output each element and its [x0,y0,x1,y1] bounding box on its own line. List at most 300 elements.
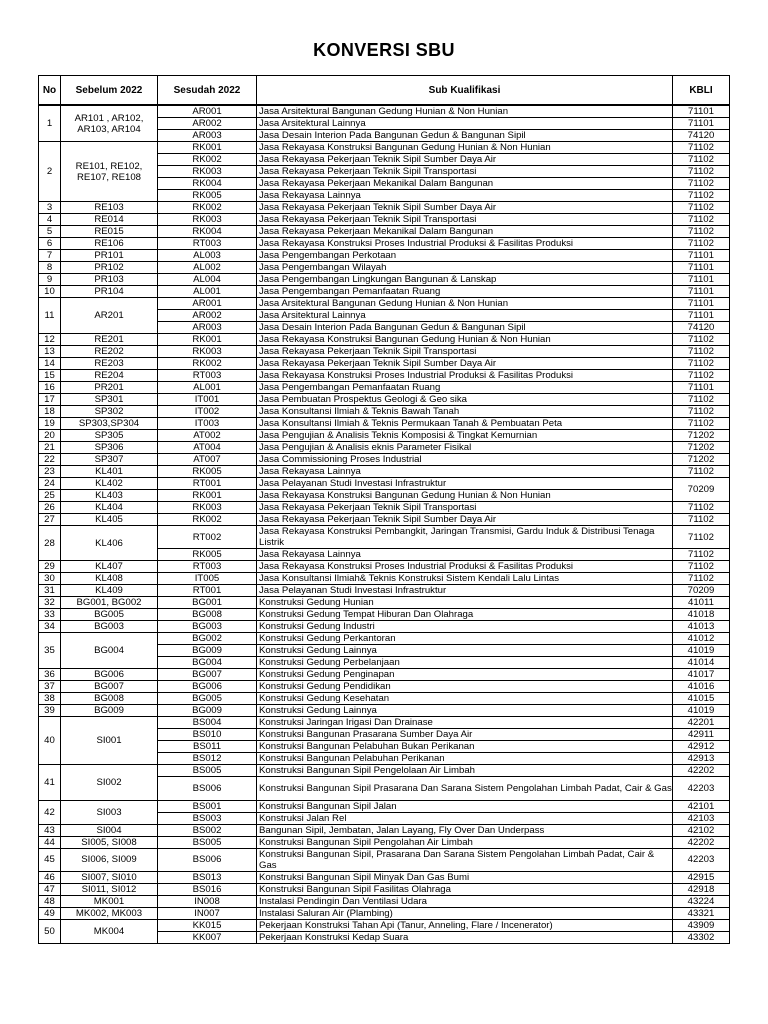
kbli-code: 42912 [673,741,730,753]
table-row [39,717,730,729]
kbli-code: 43302 [673,931,730,943]
row-number: 13 [39,346,61,358]
code-before-2022: PR104 [61,286,158,298]
table-row [39,514,730,526]
row-number: 33 [39,609,61,621]
code-after-2022: IT002 [158,406,257,418]
sub-kualifikasi: Jasa Pengembangan Perkotaan [257,250,673,262]
code-after-2022: BG009 [158,645,257,657]
sub-kualifikasi: Jasa Rekayasa Lainnya [257,549,673,561]
code-before-2022: BG005 [61,609,158,621]
code-before-2022: SI005, SI008 [61,836,158,848]
table-row [39,358,730,370]
kbli-code: 41017 [673,669,730,681]
table-row [39,836,730,848]
code-after-2022: RK005 [158,549,257,561]
code-after-2022: RK002 [158,202,257,214]
table-row [39,430,730,442]
table-row [39,382,730,394]
sub-kualifikasi: Konstruksi Gedung Hunian [257,597,673,609]
kbli-code: 71202 [673,430,730,442]
row-number: 23 [39,466,61,478]
code-after-2022: RK001 [158,334,257,346]
table-row [39,871,730,883]
kbli-code: 41019 [673,705,730,717]
sub-kualifikasi: Jasa Rekayasa Pekerjaan Teknik Sipil Transportasi [257,166,673,178]
header-after: Sesudah 2022 [158,76,257,106]
code-before-2022: RE103 [61,202,158,214]
code-before-2022: BG007 [61,681,158,693]
kbli-code: 71101 [673,250,730,262]
kbli-code: 70209 [673,478,730,502]
table-row [39,561,730,573]
sub-kualifikasi: Jasa Rekayasa Pekerjaan Mekanikal Dalam Bangunan [257,178,673,190]
code-before-2022: SP302 [61,406,158,418]
code-before-2022: RE201 [61,334,158,346]
row-number: 38 [39,693,61,705]
row-number: 36 [39,669,61,681]
row-number: 15 [39,370,61,382]
kbli-code: 41014 [673,657,730,669]
sub-kualifikasi: Konstruksi Gedung Industri [257,621,673,633]
row-number: 27 [39,514,61,526]
row-number: 12 [39,334,61,346]
row-number: 35 [39,633,61,669]
code-after-2022: AR001 [158,298,257,310]
table-row [39,298,730,310]
kbli-code: 71102 [673,178,730,190]
table-row [39,490,730,502]
code-before-2022: SI006, SI009 [61,848,158,871]
table-row [39,226,730,238]
code-after-2022: AL004 [158,274,257,286]
kbli-code: 42202 [673,765,730,777]
sub-kualifikasi: Konstruksi Gedung Lainnya [257,645,673,657]
code-before-2022: SP306 [61,442,158,454]
kbli-code: 43321 [673,907,730,919]
kbli-code: 42913 [673,753,730,765]
row-number: 34 [39,621,61,633]
code-before-2022: SI002 [61,765,158,800]
kbli-code: 41013 [673,621,730,633]
row-number: 4 [39,214,61,226]
row-number: 17 [39,394,61,406]
sub-kualifikasi: Konstruksi Bangunan Sipil Minyak Dan Gas Bumi [257,871,673,883]
row-number: 21 [39,442,61,454]
sub-kualifikasi: Konstruksi Bangunan Sipil Fasilitas Olahraga [257,883,673,895]
table-row [39,848,730,871]
code-after-2022: BS013 [158,871,257,883]
kbli-code: 41019 [673,645,730,657]
code-before-2022: KL404 [61,502,158,514]
sub-kualifikasi: Instalasi Pendingin Dan Ventilasi Udara [257,895,673,907]
code-before-2022: SI007, SI010 [61,871,158,883]
code-after-2022: BS006 [158,777,257,800]
kbli-code: 71101 [673,286,730,298]
code-after-2022: RK004 [158,226,257,238]
sub-kualifikasi: Jasa Rekayasa Lainnya [257,466,673,478]
table-row [39,705,730,717]
kbli-code: 71202 [673,454,730,466]
code-before-2022: SP301 [61,394,158,406]
sub-kualifikasi: Jasa Rekayasa Konstruksi Bangunan Gedung Hunian & Non Hunian [257,490,673,502]
sub-kualifikasi: Konstruksi Gedung Perbelanjaan [257,657,673,669]
sub-kualifikasi: Jasa Rekayasa Pekerjaan Teknik Sipil Sumber Daya Air [257,514,673,526]
code-before-2022: BG004 [61,633,158,669]
kbli-code: 70209 [673,585,730,597]
row-number: 46 [39,871,61,883]
sub-kualifikasi: Jasa Pelayanan Studi Investasi Infrastruktur [257,478,673,490]
row-number: 1 [39,105,61,142]
kbli-code: 71101 [673,262,730,274]
code-before-2022: KL403 [61,490,158,502]
sub-kualifikasi: Jasa Arsitektural Lainnya [257,118,673,130]
kbli-code: 71102 [673,142,730,154]
row-number: 26 [39,502,61,514]
sub-kualifikasi: Konstruksi Bangunan Sipil Pengolahan Air Limbah [257,836,673,848]
kbli-code: 71102 [673,154,730,166]
kbli-code: 71102 [673,526,730,549]
code-after-2022: RK005 [158,466,257,478]
sub-kualifikasi: Jasa Pengembangan Lingkungan Bangunan & Lanskap [257,274,673,286]
table-row [39,502,730,514]
kbli-code: 71102 [673,418,730,430]
sub-kualifikasi: Konstruksi Bangunan Pelabuhan Bukan Perikanan [257,741,673,753]
code-after-2022: AR002 [158,118,257,130]
row-number: 25 [39,490,61,502]
table-row [39,454,730,466]
kbli-code: 71101 [673,274,730,286]
table-row [39,800,730,812]
table-row [39,334,730,346]
code-after-2022: BS012 [158,753,257,765]
table-row [39,346,730,358]
table-row [39,573,730,585]
code-before-2022: SP303,SP304 [61,418,158,430]
code-after-2022: BS005 [158,765,257,777]
row-number: 31 [39,585,61,597]
code-before-2022: RE202 [61,346,158,358]
kbli-code: 71102 [673,334,730,346]
sub-kualifikasi: Jasa Rekayasa Konstruksi Bangunan Gedung Hunian & Non Hunian [257,334,673,346]
code-after-2022: RK003 [158,346,257,358]
sub-kualifikasi: Konstruksi Gedung Penginapan [257,669,673,681]
sub-kualifikasi: Konstruksi Bangunan Sipil Pengelolaan Air Limbah [257,765,673,777]
code-after-2022: BS006 [158,848,257,871]
row-number: 11 [39,298,61,334]
table-row [39,597,730,609]
code-after-2022: AL001 [158,382,257,394]
kbli-code: 71202 [673,442,730,454]
code-before-2022: KL405 [61,514,158,526]
sub-kualifikasi: Jasa Konsultansi Ilmiah& Teknis Konstruksi Sistem Kendali Lalu Lintas [257,573,673,585]
table-row [39,478,730,490]
code-before-2022: BG006 [61,669,158,681]
sub-kualifikasi: Jasa Commissioning Proses Industrial [257,454,673,466]
row-number: 45 [39,848,61,871]
row-number: 18 [39,406,61,418]
code-after-2022: BG003 [158,621,257,633]
table-row [39,418,730,430]
kbli-code: 71102 [673,346,730,358]
code-before-2022: KL402 [61,478,158,490]
table-row [39,370,730,382]
sub-kualifikasi: Jasa Rekayasa Konstruksi Proses Industrial Produksi & Fasilitas Produksi [257,238,673,250]
row-number: 30 [39,573,61,585]
code-before-2022: BG003 [61,621,158,633]
kbli-code: 71102 [673,238,730,250]
kbli-code: 71101 [673,382,730,394]
code-after-2022: RT003 [158,561,257,573]
sub-kualifikasi: Konstruksi Gedung Lainnya [257,705,673,717]
code-after-2022: AL003 [158,250,257,262]
sub-kualifikasi: Jasa Pelayanan Studi Investasi Infrastruktur [257,585,673,597]
code-before-2022: BG008 [61,693,158,705]
code-after-2022: BS011 [158,741,257,753]
code-before-2022: KL408 [61,573,158,585]
code-after-2022: RT001 [158,478,257,490]
sub-kualifikasi: Jasa Rekayasa Pekerjaan Teknik Sipil Sumber Daya Air [257,154,673,166]
code-after-2022: IT003 [158,418,257,430]
kbli-code: 71102 [673,202,730,214]
code-after-2022: AR002 [158,310,257,322]
row-number: 39 [39,705,61,717]
header-before: Sebelum 2022 [61,76,158,106]
sub-kualifikasi: Jasa Pengembangan Pemanfaatan Ruang [257,382,673,394]
sub-kualifikasi: Jasa Rekayasa Konstruksi Proses Industrial Produksi & Fasilitas Produksi [257,561,673,573]
kbli-code: 71102 [673,166,730,178]
kbli-code: 42202 [673,836,730,848]
code-after-2022: IT001 [158,394,257,406]
code-before-2022: PR101 [61,250,158,262]
table-row [39,526,730,549]
table-row [39,765,730,777]
code-before-2022: AR101 , AR102, AR103, AR104 [61,105,158,142]
code-after-2022: RK002 [158,154,257,166]
kbli-code: 43224 [673,895,730,907]
table-row [39,585,730,597]
row-number: 41 [39,765,61,800]
code-after-2022: BS002 [158,824,257,836]
sub-kualifikasi: Jasa Rekayasa Lainnya [257,190,673,202]
table-row [39,105,730,118]
sub-kualifikasi: Jasa Rekayasa Pekerjaan Teknik Sipil Transportasi [257,502,673,514]
sub-kualifikasi: Jasa Rekayasa Pekerjaan Teknik Sipil Transportasi [257,346,673,358]
sub-kualifikasi: Jasa Konsultansi Ilmiah & Teknis Bawah Tanah [257,406,673,418]
row-number: 42 [39,800,61,824]
sub-kualifikasi: Jasa Rekayasa Konstruksi Bangunan Gedung Hunian & Non Hunian [257,142,673,154]
sub-kualifikasi: Konstruksi Jaringan Irigasi Dan Drainase [257,717,673,729]
row-number: 10 [39,286,61,298]
code-after-2022: BG005 [158,693,257,705]
code-after-2022: IN007 [158,907,257,919]
sub-kualifikasi: Jasa Arsitektural Lainnya [257,310,673,322]
kbli-code: 42911 [673,729,730,741]
sub-kualifikasi: Jasa Pembuatan Prospektus Geologi & Geo sika [257,394,673,406]
code-before-2022: RE106 [61,238,158,250]
code-after-2022: IT005 [158,573,257,585]
sub-kualifikasi: Jasa Arsitektural Bangunan Gedung Hunian & Non Hunian [257,298,673,310]
kbli-code: 71102 [673,561,730,573]
code-before-2022: SP305 [61,430,158,442]
code-after-2022: AL002 [158,262,257,274]
row-number: 16 [39,382,61,394]
row-number: 2 [39,142,61,202]
code-before-2022: MK001 [61,895,158,907]
row-number: 48 [39,895,61,907]
row-number: 9 [39,274,61,286]
kbli-code: 71102 [673,573,730,585]
table-body [39,105,730,943]
code-before-2022: AR201 [61,298,158,334]
row-number: 32 [39,597,61,609]
table-header-row [39,76,730,106]
code-before-2022: KL406 [61,526,158,561]
kbli-code: 41015 [673,693,730,705]
row-number: 49 [39,907,61,919]
code-after-2022: IN008 [158,895,257,907]
row-number: 6 [39,238,61,250]
kbli-code: 42203 [673,848,730,871]
code-after-2022: KK015 [158,919,257,931]
sub-kualifikasi: Jasa Rekayasa Konstruksi Pembangkit, Jaringan Transmisi, Gardu Induk & Distribusi Tenaga Listrik [257,526,673,549]
sub-kualifikasi: Bangunan Sipil, Jembatan, Jalan Layang, Fly Over Dan Underpass [257,824,673,836]
row-number: 50 [39,919,61,943]
row-number: 22 [39,454,61,466]
kbli-code: 42915 [673,871,730,883]
sub-kualifikasi: Konstruksi Gedung Tempat Hiburan Dan Olahraga [257,609,673,621]
row-number: 19 [39,418,61,430]
table-row [39,681,730,693]
conversion-table [38,75,730,944]
code-after-2022: BS003 [158,812,257,824]
code-after-2022: BS005 [158,836,257,848]
code-after-2022: BG009 [158,705,257,717]
sub-kualifikasi: Konstruksi Bangunan Pelabuhan Perikanan [257,753,673,765]
code-before-2022: BG009 [61,705,158,717]
code-before-2022: PR102 [61,262,158,274]
sub-kualifikasi: Jasa Konsultansi Ilmiah & Teknis Permukaan Tanah & Pembuatan Peta [257,418,673,430]
sub-kualifikasi: Jasa Rekayasa Pekerjaan Teknik Sipil Sumber Daya Air [257,358,673,370]
table-row [39,633,730,645]
kbli-code: 42201 [673,717,730,729]
row-number: 7 [39,250,61,262]
table-row [39,262,730,274]
table-row [39,609,730,621]
code-before-2022: KL401 [61,466,158,478]
kbli-code: 71102 [673,394,730,406]
code-before-2022: RE015 [61,226,158,238]
row-number: 24 [39,478,61,490]
code-after-2022: AL001 [158,286,257,298]
code-after-2022: AT007 [158,454,257,466]
kbli-code: 41018 [673,609,730,621]
code-after-2022: RT003 [158,370,257,382]
page-title: KONVERSI SBU [313,40,455,60]
code-after-2022: BS010 [158,729,257,741]
code-after-2022: RK001 [158,490,257,502]
kbli-code: 41011 [673,597,730,609]
kbli-code: 74120 [673,130,730,142]
code-before-2022: RE203 [61,358,158,370]
code-after-2022: RK003 [158,166,257,178]
code-after-2022: RK003 [158,214,257,226]
code-after-2022: AR001 [158,105,257,118]
sub-kualifikasi: Jasa Arsitektural Bangunan Gedung Hunian & Non Hunian [257,105,673,118]
sub-kualifikasi: Konstruksi Bangunan Prasarana Sumber Daya Air [257,729,673,741]
table-row [39,442,730,454]
code-before-2022: SI011, SI012 [61,883,158,895]
code-after-2022: RK001 [158,142,257,154]
table-row [39,919,730,931]
code-after-2022: RK003 [158,502,257,514]
table-row [39,250,730,262]
code-after-2022: KK007 [158,931,257,943]
code-after-2022: BG001 [158,597,257,609]
row-number: 44 [39,836,61,848]
kbli-code: 42918 [673,883,730,895]
code-after-2022: RT001 [158,585,257,597]
code-after-2022: AR003 [158,130,257,142]
kbli-code: 71102 [673,502,730,514]
code-after-2022: RK005 [158,190,257,202]
kbli-code: 42203 [673,777,730,800]
sub-kualifikasi: Jasa Pengujian & Analisis Teknis Komposisi & Tingkat Kemurnian [257,430,673,442]
code-before-2022: RE204 [61,370,158,382]
code-after-2022: BG002 [158,633,257,645]
code-before-2022: RE014 [61,214,158,226]
code-after-2022: BS004 [158,717,257,729]
sub-kualifikasi: Instalasi Saluran Air (Plambing) [257,907,673,919]
kbli-code: 42101 [673,800,730,812]
code-before-2022: KL407 [61,561,158,573]
kbli-code: 71102 [673,190,730,202]
code-before-2022: MK002, MK003 [61,907,158,919]
kbli-code: 71101 [673,298,730,310]
sub-kualifikasi: Jasa Pengembangan Wilayah [257,262,673,274]
table-row [39,824,730,836]
code-before-2022: SP307 [61,454,158,466]
table-row [39,202,730,214]
code-before-2022: SI003 [61,800,158,824]
table-row [39,274,730,286]
code-after-2022: RK002 [158,514,257,526]
sub-kualifikasi: Jasa Rekayasa Pekerjaan Teknik Sipil Transportasi [257,214,673,226]
sub-kualifikasi: Jasa Pengembangan Pemanfaatan Ruang [257,286,673,298]
code-before-2022: PR201 [61,382,158,394]
row-number: 3 [39,202,61,214]
sub-kualifikasi: Jasa Pengujian & Analisis eknis Parameter Fisikal [257,442,673,454]
sub-kualifikasi: Konstruksi Gedung Perkantoran [257,633,673,645]
row-number: 29 [39,561,61,573]
kbli-code: 71102 [673,514,730,526]
sub-kualifikasi: Pekerjaan Konstruksi Kedap Suara [257,931,673,943]
kbli-code: 71101 [673,310,730,322]
kbli-code: 71102 [673,549,730,561]
table-row [39,214,730,226]
code-after-2022: BG008 [158,609,257,621]
table-row [39,895,730,907]
row-number: 5 [39,226,61,238]
sub-kualifikasi: Jasa Desain Interion Pada Bangunan Gedun & Bangunan Sipil [257,322,673,334]
code-after-2022: AR003 [158,322,257,334]
sub-kualifikasi: Konstruksi Gedung Kesehatan [257,693,673,705]
sub-kualifikasi: Konstruksi Bangunan Sipil, Prasarana Dan Sarana Sistem Pengolahan Limbah Padat, Cair & Gas [257,848,673,871]
sub-kualifikasi: Konstruksi Jalan Rel [257,812,673,824]
kbli-code: 41012 [673,633,730,645]
code-before-2022: BG001, BG002 [61,597,158,609]
kbli-code: 74120 [673,322,730,334]
